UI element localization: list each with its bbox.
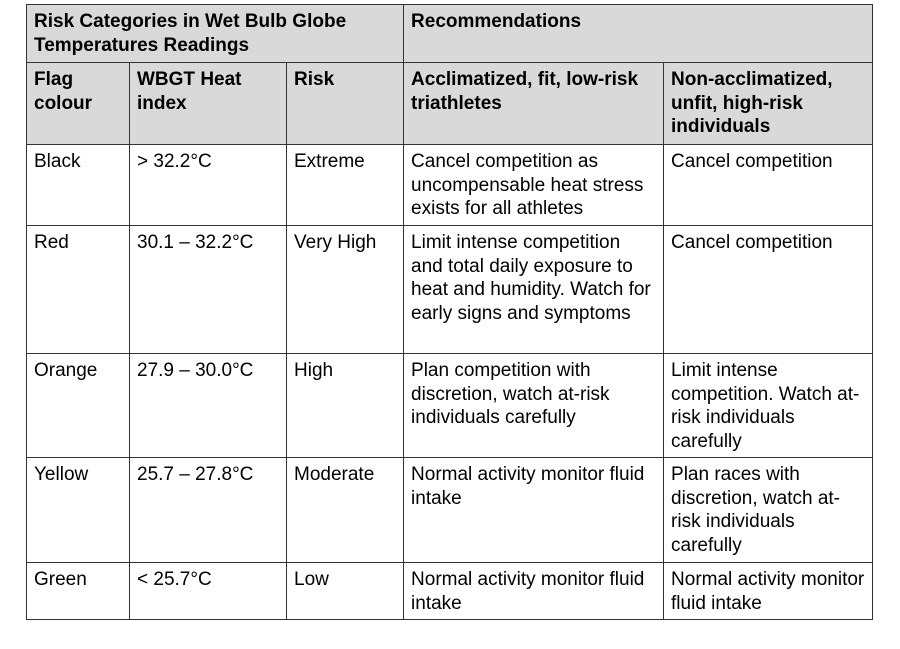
wbgt-risk-table [26, 4, 873, 620]
table-row [27, 563, 873, 620]
table-row [27, 226, 873, 354]
wbgt-cell: > 32.2°C [130, 145, 287, 226]
table-row [27, 354, 873, 458]
flag-colour-cell: Green [27, 563, 130, 620]
high-risk-recommendation-cell: Cancel competition [664, 145, 873, 226]
high-risk-recommendation-cell: Normal activity monitor fluid intake [664, 563, 873, 620]
risk-categories-header: Risk Categories in Wet Bulb Globe Temperatures Readings [27, 5, 404, 63]
risk-header: Risk [287, 63, 404, 145]
high-risk-individuals-header: Non-acclimatized, unfit, high-risk individuals [664, 63, 873, 145]
flag-colour-cell: Yellow [27, 458, 130, 563]
low-risk-recommendation-cell: Plan competition with discretion, watch at-risk individuals carefully [404, 354, 664, 458]
high-risk-recommendation-cell: Cancel competition [664, 226, 873, 354]
wbgt-cell: 25.7 – 27.8°C [130, 458, 287, 563]
table-group-header-row [27, 5, 873, 63]
low-risk-recommendation-cell: Normal activity monitor fluid intake [404, 563, 664, 620]
high-risk-recommendation-cell: Limit intense competition. Watch at-risk individuals carefully [664, 354, 873, 458]
low-risk-recommendation-cell: Limit intense competition and total daily exposure to heat and humidity. Watch for early signs and symptoms [404, 226, 664, 354]
table-column-header-row [27, 63, 873, 145]
risk-cell: High [287, 354, 404, 458]
wbgt-heat-index-header: WBGT Heat index [130, 63, 287, 145]
low-risk-recommendation-cell: Normal activity monitor fluid intake [404, 458, 664, 563]
high-risk-recommendation-cell: Plan races with discretion, watch at-risk individuals carefully [664, 458, 873, 563]
flag-colour-header: Flag colour [27, 63, 130, 145]
risk-cell: Extreme [287, 145, 404, 226]
wbgt-cell: 27.9 – 30.0°C [130, 354, 287, 458]
flag-colour-cell: Black [27, 145, 130, 226]
risk-cell: Very High [287, 226, 404, 354]
risk-cell: Low [287, 563, 404, 620]
wbgt-cell: < 25.7°C [130, 563, 287, 620]
wbgt-cell: 30.1 – 32.2°C [130, 226, 287, 354]
table-row [27, 458, 873, 563]
low-risk-recommendation-cell: Cancel competition as uncompensable heat stress exists for all athletes [404, 145, 664, 226]
flag-colour-cell: Red [27, 226, 130, 354]
table-row [27, 145, 873, 226]
flag-colour-cell: Orange [27, 354, 130, 458]
low-risk-athletes-header: Acclimatized, fit, low-risk triathletes [404, 63, 664, 145]
risk-cell: Moderate [287, 458, 404, 563]
recommendations-header: Recommendations [404, 5, 873, 63]
